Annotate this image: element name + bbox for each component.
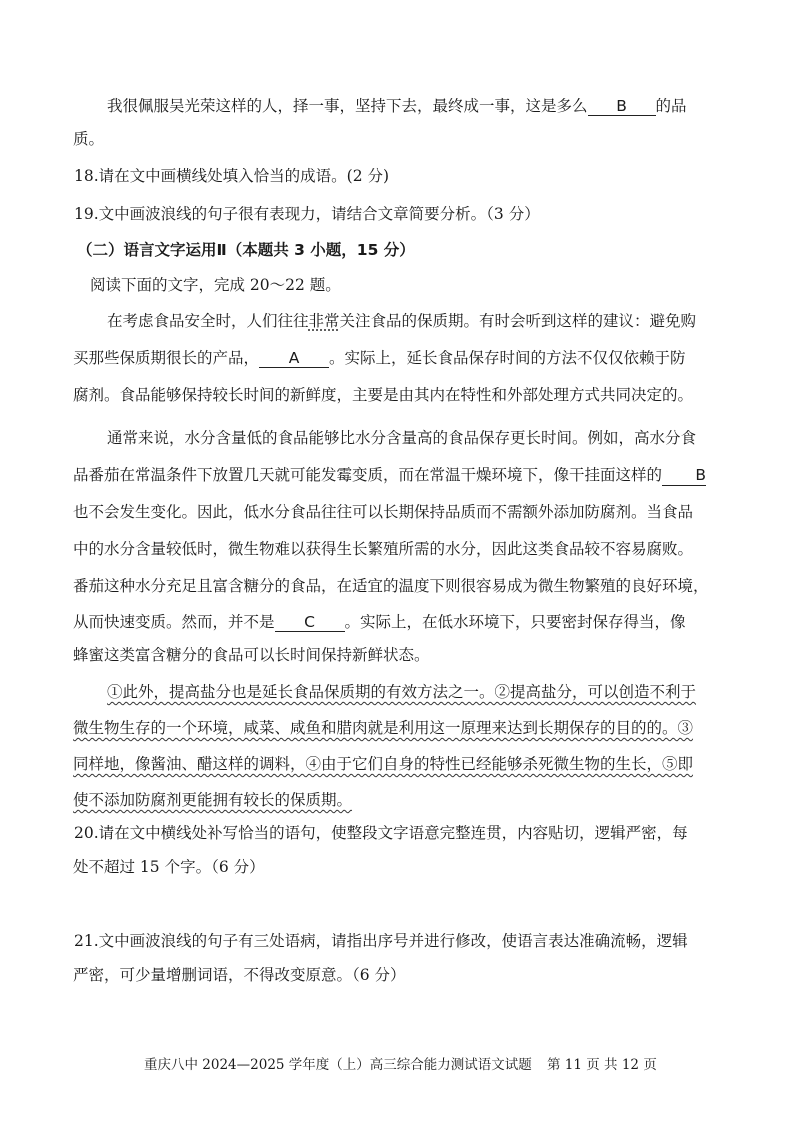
passage-line: 也不会发生变化。因此，低水分食品往往可以长期保持品质而不需额外添加防腐剂。当食品 xyxy=(73,503,694,521)
text: 质。 xyxy=(73,130,105,148)
wavy-sentence-line: ①此外，提高盐分也是延长食品保质期的有效方法之一。②提高盐分，可以创造不利于 xyxy=(107,683,697,701)
text: 从而快速变质。然而，并不是 xyxy=(73,613,275,631)
reading-instruction: 阅读下面的文字，完成 20～22 题。 xyxy=(90,276,341,294)
page-number: 第 11 页 共 12 页 xyxy=(547,1057,657,1073)
question-20-line: 处不超过 15 个字。（6 分） xyxy=(73,858,265,876)
text: 的品 xyxy=(655,97,687,115)
passage-line: 腐剂。食品能够保持较长时间的新鲜度，主要是由其内在特性和外部处理方式共同决定的。 xyxy=(73,386,694,404)
text: 在考虑食品安全时，人们往往 xyxy=(107,312,309,330)
footer-title: 重庆八中 2024—2025 学年度（上）高三综合能力测试语文试题 xyxy=(144,1057,532,1073)
passage-line xyxy=(73,465,706,486)
answer-blank-c: C xyxy=(275,613,345,632)
wavy-sentence-line: 同样地，像酱油、醋这样的调料，④由于它们自身的特性已经能够杀死微生物的生长，⑤即 xyxy=(73,755,694,773)
passage-line xyxy=(107,311,696,331)
wavy-sentence-line: 微生物生存的一个环境，咸菜、咸鱼和腊肉就是利用这一原理来达到长期保存的目的的。③ xyxy=(73,719,694,737)
dotted-emphasis: 非常 xyxy=(308,312,340,330)
text: 。实际上，延长食品保存时间的方法不仅仅依赖于防 xyxy=(329,349,686,367)
text: 关注食品的保质期。有时会听到这样的建议：避免购 xyxy=(339,312,697,330)
question-19: 19.文中画波浪线的句子很有表现力，请结合文章简要分析。（3 分） xyxy=(74,205,540,223)
passage-line: 蜂蜜这类富含糖分的食品可以长时间保持新鲜状态。 xyxy=(73,646,430,664)
question-21-line: 严密，可少量增删词语，不得改变原意。（6 分） xyxy=(73,966,406,984)
answer-blank-b: B xyxy=(662,465,706,486)
passage-line xyxy=(107,96,687,116)
passage-line xyxy=(73,129,104,149)
section-heading: （二）语言文字运用Ⅱ（本题共 3 小题，15 分） xyxy=(77,241,415,259)
text: 品番茄在常温条件下放置几天就可能发霉变质，而在常温干燥环境下，像干挂面这样的 xyxy=(73,466,663,484)
question-18: 18.请在文中画横线处填入恰当的成语。(2 分) xyxy=(74,167,390,185)
text: 。实际上，在低水环境下，只要密封保存得当，像 xyxy=(344,613,686,631)
passage-line: 番茄这种水分充足且富含糖分的食品，在适宜的温度下则很容易成为微生物繁殖的良好环境， xyxy=(73,577,709,595)
wavy-sentence-line: 使不添加防腐剂更能拥有较长的保质期。 xyxy=(73,791,353,809)
text: 我很佩服吴光荣这样的人，择一事，坚持下去，最终成一事，这是多么 xyxy=(107,97,588,115)
passage-line: 通常来说，水分含量低的食品能够比水分含量高的食品保存更长时间。例如，高水分食 xyxy=(107,429,697,447)
passage-line xyxy=(73,612,686,632)
text: 买那些保质期很长的产品， xyxy=(73,349,260,367)
question-21-line: 21.文中画波浪线的句子有三处语病，请指出序号并进行修改，使语言表达准确流畅，逻辑 xyxy=(74,932,688,950)
answer-blank-a: A xyxy=(259,349,329,368)
passage-line: 中的水分含量较低时，微生物难以获得生长繁殖所需的水分，因此这类食品较不容易腐败。 xyxy=(73,540,694,558)
question-20-line: 20.请在文中横线处补写恰当的语句，使整段文字语意完整连贯，内容贴切，逻辑严密，每 xyxy=(74,824,688,842)
passage-line xyxy=(73,348,686,368)
answer-blank-b: B xyxy=(588,97,656,116)
